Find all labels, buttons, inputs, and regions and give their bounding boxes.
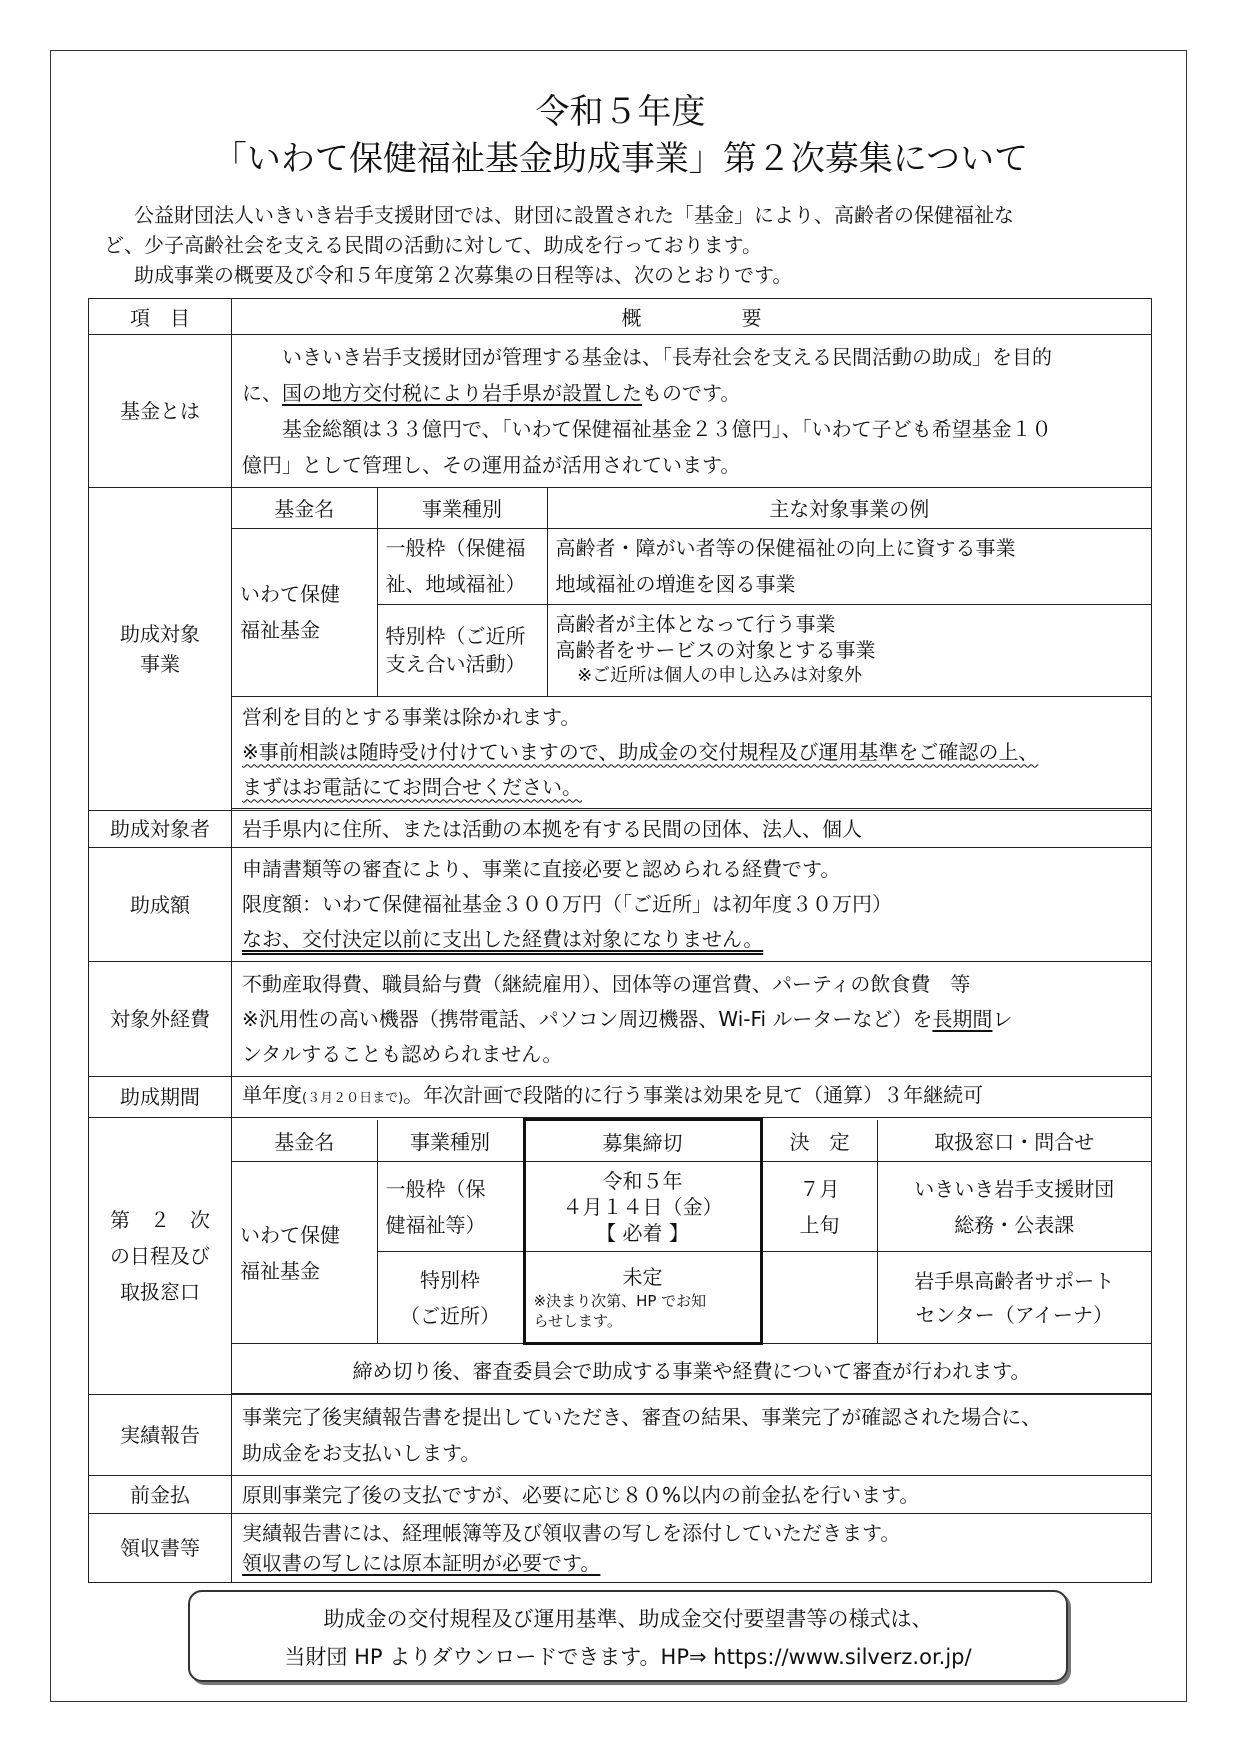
intro-line-2: ど、少子高齢社会を支える民間の活動に対して、助成を行っております。: [104, 233, 762, 257]
taisho-special-examples: 高齢者が主体となって行う事業 高齢者をサービスの対象とする事業 ※ご近所は個人の申し込みは対象外: [547, 604, 1151, 696]
row-amount: [89, 848, 1152, 962]
sched-general-type: 一般枠（保 健福祉等）: [377, 1162, 524, 1252]
sched-general-deadline: 令和５年 ４月１４日（金） 【 必着 】: [524, 1162, 761, 1252]
row-schedule: [89, 1118, 1152, 1395]
intro-line-1: 公益財団法人いきいき岩手支援財団では、財団に設置された「基金」により、高齢者の保健福祉な: [134, 203, 1014, 227]
row-period: [89, 1077, 1152, 1118]
download-notice-line-1: 助成金の交付規程及び運用基準、助成金交付要望書等の様式は、: [323, 1607, 933, 1631]
kikin-p1a: いきいき岩手支援財団が管理する基金は、「長寿社会を支える民間活動の助成」を目的: [282, 345, 1052, 369]
sched-fund-name: いわて保健 福祉基金: [232, 1162, 377, 1344]
sched-header-type: 事業種別: [377, 1120, 524, 1162]
sub-header-examples: 主な対象事業の例: [547, 488, 1151, 528]
taisho-note-2: ※事前相談は随時受け付けていますので、助成金の交付規程及び運用基準をご確認の上、: [242, 739, 1039, 764]
download-notice-line-2: 当財団 HP よりダウンロードできます。HP⇒ https://www.silverz.or.jp/: [284, 1645, 972, 1669]
overview-table: [88, 298, 1152, 1583]
taisho-general-examples: 高齢者・障がい者等の保健福祉の向上に資する事業 地域福祉の増進を図る事業: [547, 528, 1151, 604]
excluded-text: 不動産取得費、職員給与費（継続雇用）、団体等の運営費、パーティの飲食費 等 ※汎用性の高い機器（携帯電話、パソコン周辺機器、Wi-Fi ルーターなど）を長期間レ ンタルすることも認められません。: [232, 962, 1152, 1077]
sched-header-decision: 決 定: [761, 1120, 877, 1162]
sched-special-decision: [761, 1252, 877, 1344]
sub-header-fund: 基金名: [232, 488, 377, 528]
label-schedule: 第 ２ 次 の日程及び 取扱窓口: [89, 1118, 232, 1395]
taisho-notes: [232, 696, 1151, 808]
sched-header-contact: 取扱窓口・問合せ: [877, 1120, 1151, 1162]
sched-header-fund: 基金名: [232, 1120, 377, 1162]
header-summary: 概 要: [232, 299, 1152, 335]
intro-line-3: 助成事業の概要及び令和５年度第２次募集の日程等は、次のとおりです。: [134, 263, 793, 287]
label-kikin: 基金とは: [89, 335, 232, 488]
taisho-special-type: 特別枠（ご近所 支え合い活動）: [377, 604, 547, 696]
kikin-text: [232, 335, 1152, 488]
sched-footer-note: 締め切り後、審査委員会で助成する事業や経費について審査が行われます。: [232, 1344, 1151, 1394]
page-title: 「いわて保健福祉基金助成事業」第２次募集について: [212, 139, 1029, 179]
row-receipt: [89, 1514, 1152, 1583]
row-kikin: [89, 335, 1152, 488]
label-period: 助成期間: [89, 1077, 232, 1118]
taisho-subtable: [232, 488, 1151, 809]
taisho-general-type: 一般枠（保健福 祉、地域福祉）: [377, 528, 547, 604]
label-target: 助成対象者: [89, 811, 232, 848]
schedule-content: [232, 1118, 1152, 1395]
sched-header-deadline: 募集締切: [524, 1120, 761, 1162]
report-text: 事業完了後実績報告書を提出していただき、審査の結果、事業完了が確認された場合に、 助成金をお支払いします。: [232, 1395, 1152, 1476]
table-header-row: [89, 299, 1152, 335]
label-advance: 前金払: [89, 1476, 232, 1514]
amount-note: なお、交付決定以前に支出した経費は対象になりません。: [242, 927, 764, 951]
sched-special-deadline: 未定 ※決まり次第、HP でお知 らせします。: [524, 1252, 761, 1344]
receipt-note: 領収書の写しには原本証明が必要です。: [242, 1551, 601, 1575]
kikin-p2b: 億円」として管理し、その運用益が活用されています。: [242, 453, 741, 477]
sub-header-type: 事業種別: [377, 488, 547, 528]
row-taisho: [89, 488, 1152, 811]
receipt-text: 実績報告書には、経理帳簿等及び領収書の写しを添付していただきます。 領収書の写しには原本証明が必要です。: [232, 1514, 1152, 1583]
label-report: 実績報告: [89, 1395, 232, 1476]
kikin-p1b: に、国の地方交付税により岩手県が設置したものです。: [242, 381, 741, 405]
schedule-subtable: [232, 1118, 1151, 1394]
label-taisho: 助成対象 事業: [89, 488, 232, 811]
header-item: 項 目: [89, 299, 232, 335]
taisho-content: [232, 488, 1152, 811]
label-receipt: 領収書等: [89, 1514, 232, 1583]
taisho-note-3: まずはお電話にてお問合せください。: [242, 774, 582, 799]
row-report: [89, 1395, 1152, 1476]
target-text: 岩手県内に住所、または活動の本拠を有する民間の団体、法人、個人: [232, 811, 1152, 848]
sched-general-decision: ７月 上旬: [761, 1162, 877, 1252]
advance-text: 原則事業完了後の支払ですが、必要に応じ８０%以内の前金払を行います。: [232, 1476, 1152, 1514]
taisho-fund-name: いわて保健 福祉基金: [232, 528, 377, 696]
taisho-note-1: 営利を目的とする事業は除かれます。: [242, 704, 581, 729]
row-excluded: [89, 962, 1152, 1077]
sched-special-type: 特別枠 （ご近所）: [377, 1252, 524, 1344]
row-advance: [89, 1476, 1152, 1514]
amount-text: 申請書類等の審査により、事業に直接必要と認められる経費です。 限度額：いわて保健福祉基金３００万円（「ご近所」は初年度３０万円） なお、交付決定以前に支出した経費は対象になりません。: [232, 848, 1152, 962]
sched-special-contact: 岩手県高齢者サポート センター（アイーナ）: [877, 1252, 1151, 1344]
label-excluded: 対象外経費: [89, 962, 232, 1077]
row-target: [89, 811, 1152, 848]
title-year: 令和５年度: [535, 92, 706, 132]
label-amount: 助成額: [89, 848, 232, 962]
sched-general-contact: いきいき岩手支援財団 総務・公表課: [877, 1162, 1151, 1252]
download-notice-box: [188, 1590, 1068, 1682]
kikin-p2a: 基金総額は３３億円で、「いわて保健福祉基金２３億円」、「いわて子ども希望基金１０: [282, 417, 1052, 441]
period-text: 単年度(３月２０日まで)。年次計画で段階的に行う事業は効果を見て（通算）３年継続可: [232, 1077, 1152, 1118]
